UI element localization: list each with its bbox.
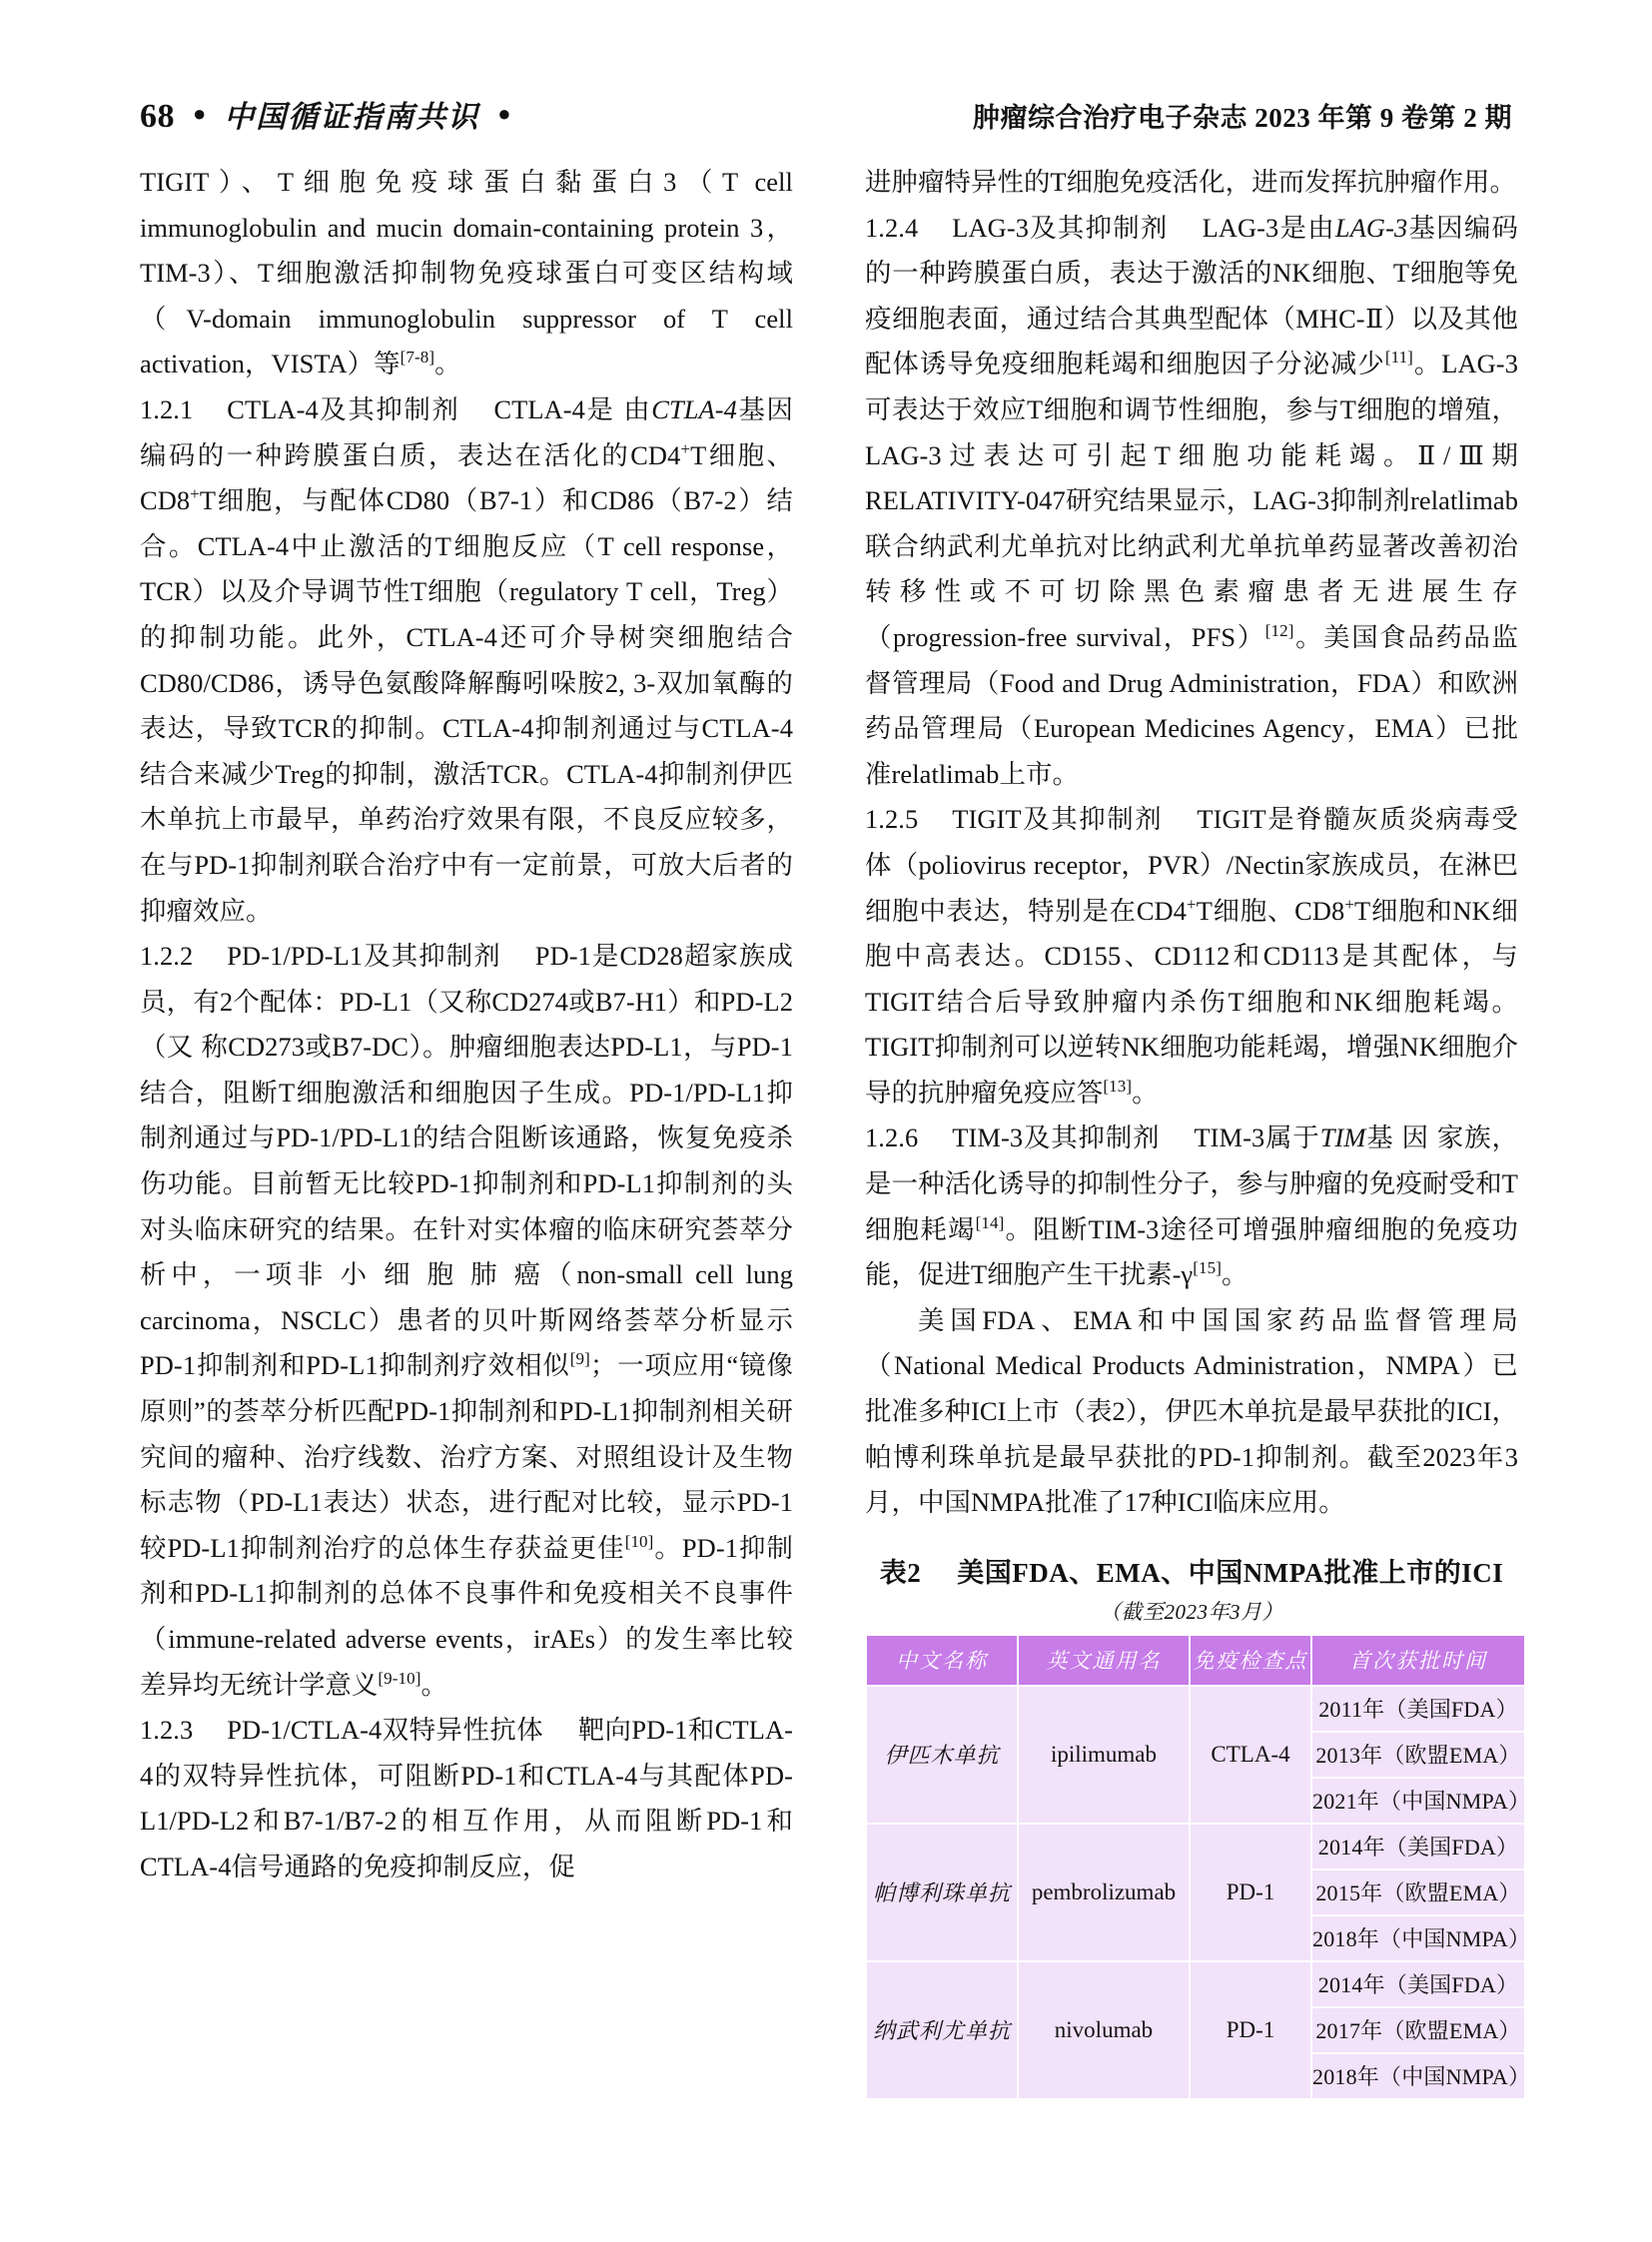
bullet-right-icon: ●	[497, 101, 511, 126]
section-number: 1.2.3	[140, 1715, 194, 1746]
reference-marker-1: [9]	[569, 1349, 590, 1369]
reference-marker-2: [12]	[1264, 621, 1294, 641]
reference-marker: [7-8]	[400, 348, 435, 368]
cell-checkpoint: PD-1	[1191, 1962, 1310, 2098]
para-text-end: 。	[434, 349, 461, 379]
reference-marker-3: [9-10]	[378, 1668, 421, 1688]
cell-en-name: pembrolizumab	[1019, 1825, 1189, 1960]
paragraph-tigit-continued	[140, 160, 793, 387]
bullet-left-icon: ●	[193, 101, 207, 126]
cell-checkpoint: PD-1	[1191, 1825, 1310, 1960]
cell-approval-date: 2017年（欧盟EMA）	[1312, 2008, 1524, 2052]
section-title: LAG-3及其抑制剂	[952, 212, 1169, 243]
column-header-en-name: 英文通用名	[1019, 1636, 1189, 1685]
cell-approval-date: 2013年（欧盟EMA）	[1312, 1733, 1524, 1777]
section-body-2: 。阻断TIM-3途径可增强肿瘤细胞的免疫功能，促进T细胞产生干扰素-γ	[865, 1213, 1518, 1290]
cell-approval-date: 2015年（欧盟EMA）	[1312, 1870, 1524, 1914]
section-body-1: 基 因 家族，是一种活化诱导的抑制性分子，参与肿瘤的免疫耐受和T细胞耗竭	[865, 1122, 1518, 1244]
table-row	[867, 1825, 1524, 1868]
section-body-2: T细胞、CD8	[1196, 895, 1345, 926]
table-caption	[865, 1552, 1518, 1594]
cell-approval-date: 2014年（美国FDA）	[1312, 1962, 1524, 2006]
table-title: 美国FDA、EMA、中国NMPA批准上市的ICI	[957, 1557, 1504, 1588]
running-head-left	[140, 92, 511, 136]
cell-approval-date: 2018年（中国NMPA）	[1312, 1916, 1524, 1960]
cell-en-name: nivolumab	[1019, 1962, 1189, 2098]
table-body	[867, 1687, 1531, 2098]
section-number: 1.2.2	[140, 941, 194, 972]
cell-approval-date: 2014年（美国FDA）	[1312, 1825, 1524, 1868]
table-block	[865, 1552, 1531, 2100]
cell-cn-name: 伊匹木单抗	[867, 1687, 1017, 1823]
section-body-2: 。LAG-3可表达于效应T细胞和调节性细胞，参与T细胞的增殖，LAG-3过表达可引起T细胞功能耗竭。Ⅱ/Ⅲ期RELATIVITY-047研究结果显示，LAG-3抑制剂relatlimab联合纳武利尤单抗对比纳武利尤单抗单药显著改善初治转移性或不可切除黑色素瘤患者无进展生存（progression-free survival，PFS）	[865, 349, 1518, 652]
column-header-approval-date: 首次获批时间	[1312, 1636, 1524, 1685]
section-body-2: T细胞、CD8	[140, 439, 793, 516]
gene-name: LAG-3	[1334, 212, 1408, 243]
table-label: 表2	[879, 1557, 922, 1588]
ici-approval-table	[865, 1634, 1531, 2100]
section-body: 靶向PD-1和CTLA-4的双特异性抗体，可阻断PD-1和CTLA-4与其配体PD-L1/PD-L2和B7-1/B7-2的相互作用，从而阻断PD-1和CTLA-4信号通路的免疫抑制反应，促	[140, 1715, 794, 1881]
section-lead: TIM-3属于	[1194, 1122, 1320, 1153]
paragraph-approvals: 美国FDA、EMA和中国国家药品监督管理局（National Medical Products Administration，NMPA）已批准多种ICI上市（表2），伊匹木单抗是最早获批的ICI，帕博利珠单抗是最早获批的PD-1抑制剂。截至2023年3月，中国NMPA批准了17种ICI临床应用。	[865, 1304, 1518, 1518]
running-head	[140, 92, 1512, 138]
reference-marker-2: [15]	[1193, 1258, 1223, 1278]
reference-marker-1: [11]	[1384, 348, 1413, 368]
section-number: 1.2.6	[865, 1122, 919, 1153]
section-title: PD-1/PD-L1及其抑制剂	[227, 941, 501, 972]
section-body-1: 基因编码的一种跨膜蛋白质，表达在活化的CD4	[140, 393, 793, 470]
superscript-plus-1: +	[680, 438, 691, 458]
table-row	[867, 1962, 1524, 2006]
para-text: TIGIT）、T细胞免疫球蛋白黏蛋白3（T cell immunoglobulin and mucin domain-containing protein 3，TIM-3）、T细胞激活抑制物免疫球蛋白可变区结构域（V-domain immunoglobulin suppressor of T cell activation，VISTA）等	[140, 167, 793, 379]
cell-cn-name: 纳武利尤单抗	[867, 1962, 1017, 2098]
paragraph-bispecific-continued: 进肿瘤特异性的T细胞免疫活化，进而发挥抗肿瘤作用。	[865, 167, 1516, 197]
column-header-checkpoint: 免疫检查点	[1191, 1636, 1310, 1685]
table-row	[867, 1687, 1524, 1731]
table-subcaption: （截至2023年3月）	[1100, 1599, 1283, 1624]
superscript-plus-2: +	[1344, 894, 1355, 914]
section-body-3: T细胞，与配体CD80（B7-1）和CD86（B7-2）结合。CTLA-4中止激活的T细胞反应（T cell response，TCR）以及介导调节性T细胞（regulatory T cell，Treg）的抑制功能。此外，CTLA-4还可介导树突细胞结合CD80/CD86，诱导色氨酸降解酶吲哚胺2, 3-双加氧酶的表达，导致TCR的抑制。CTLA-4抑制剂通过与CTLA-4结合来减少Treg的抑制，激活TCR。CTLA-4抑制剂伊匹木单抗上市最早，单药治疗效果有限，不良反应较多，在与PD-1抑制剂联合治疗中有一定前景，可放大后者的抑瘤效应。	[140, 485, 793, 926]
section-body-3: T细胞和NK细胞中高表达。CD155、CD112和CD113是其配体，与TIGIT结合后导致肿瘤内杀伤T细胞和NK细胞耗竭。TIGIT抑制剂可以逆转NK细胞功能耗竭，增强NK细胞介导的抗肿瘤免疫应答	[865, 895, 1519, 1108]
section-number: 1.2.5	[865, 804, 919, 835]
section-body-3: 。PD-1抑制剂和PD-L1抑制剂的总体不良事件和免疫相关不良事件（immune-related adverse events，irAEs）的发生率比较差异均无统计学意义	[140, 1532, 794, 1700]
section-body-4: 。	[420, 1669, 448, 1700]
table-header-row	[867, 1636, 1524, 1685]
cell-approval-date: 2021年（中国NMPA）	[1312, 1779, 1524, 1823]
section-1-2-6	[865, 1116, 1518, 1297]
journal-issue-title: 肿瘤综合治疗电子杂志 2023 年第 9 卷第 2 期	[973, 103, 1512, 133]
section-body-3: 。美国食品药品监督管理局（Food and Drug Administration，FDA）和欧洲药品管理局（European Medicines Agency，EMA）已批准relatlimab上市。	[865, 621, 1518, 789]
section-body-1: 基因编码的一种跨膜蛋白质，表达于激活的NK细胞、T细胞等免疫细胞表面，通过结合其典型配体（MHC-Ⅱ）以及其他配体诱导免疫细胞耗竭和细胞因子分泌减少	[865, 212, 1519, 379]
section-title: TIGIT及其抑制剂	[952, 804, 1164, 835]
section-body-2: ；一项应用“镜像原则”的荟萃分析匹配PD-1抑制剂和PD-L1抑制剂相关研究间的瘤种、治疗线数、治疗方案、对照组设计及生物标志物（PD-L1表达）状态，进行配对比较，显示PD-1较PD-L1抑制剂治疗的总体生存获益更佳	[140, 1350, 794, 1563]
body-columns	[140, 160, 1531, 2100]
section-1-2-1	[140, 387, 793, 934]
section-number: 1.2.4	[865, 212, 919, 243]
section-title: TIM-3及其抑制剂	[952, 1122, 1161, 1153]
section-body-4: 。	[1132, 1077, 1159, 1108]
table-head	[867, 1636, 1524, 1685]
section-body-1: PD-1是CD28超家族成员，有2个配体：PD-L1（又称CD274或B7-H1）和PD-L2（又 称CD273或B7-DC）。肿瘤细胞表达PD-L1，与PD-1结合，阻断T细胞激活和细胞因子生成。PD-1/PD-L1抑制剂通过与PD-1/PD-L1的结合阻断该通路，恢复免疫杀伤功能。目前暂无比较PD-1抑制剂和PD-L1抑制剂的头对头临床研究的结果。在针对实体瘤的临床研究荟萃分析中，一项非 小 细 胞 肺 癌（non-small cell lung carcinoma，NSCLC）患者的贝叶斯网络荟萃分析显示PD-1抑制剂和PD-L1抑制剂疗效相似	[140, 941, 793, 1381]
cell-cn-name: 帕博利珠单抗	[867, 1825, 1017, 1960]
gene-name: CTLA-4	[651, 393, 737, 424]
cell-approval-date: 2011年（美国FDA）	[1312, 1687, 1524, 1731]
reference-marker-2: [10]	[624, 1532, 654, 1552]
section-title: CTLA-4及其抑制剂	[227, 393, 460, 424]
section-1-2-5	[865, 797, 1518, 1116]
section-body-3: 。	[1222, 1259, 1248, 1290]
cell-checkpoint: CTLA-4	[1191, 1687, 1310, 1823]
section-lead: CTLA-4是 由	[493, 393, 652, 424]
cell-en-name: ipilimumab	[1019, 1687, 1189, 1823]
section-1-2-3	[140, 1708, 793, 1889]
superscript-plus-2: +	[190, 484, 200, 504]
journal-section-title: 中国循证指南共识	[224, 101, 480, 134]
superscript-plus-1: +	[1187, 894, 1197, 914]
cell-approval-date: 2018年（中国NMPA）	[1312, 2054, 1524, 2098]
column-header-cn-name: 中文名称	[867, 1636, 1017, 1685]
right-column	[865, 160, 1531, 2100]
page-number: 68	[140, 98, 175, 135]
section-lead: LAG-3是由	[1202, 212, 1335, 243]
gene-name: TIM	[1319, 1122, 1366, 1153]
section-body-1: TIGIT是脊髓灰质炎病毒受体（poliovirus receptor，PVR）/Nectin家族成员，在淋巴细胞中表达，特别是在CD4	[865, 804, 1518, 926]
left-column	[140, 160, 793, 2100]
section-1-2-2	[140, 934, 793, 1708]
reference-marker-1: [14]	[975, 1212, 1005, 1232]
section-title: PD-1/CTLA-4双特异性抗体	[227, 1715, 544, 1746]
reference-marker-1: [13]	[1103, 1077, 1133, 1097]
section-1-2-4	[865, 206, 1518, 798]
section-number: 1.2.1	[140, 393, 194, 424]
